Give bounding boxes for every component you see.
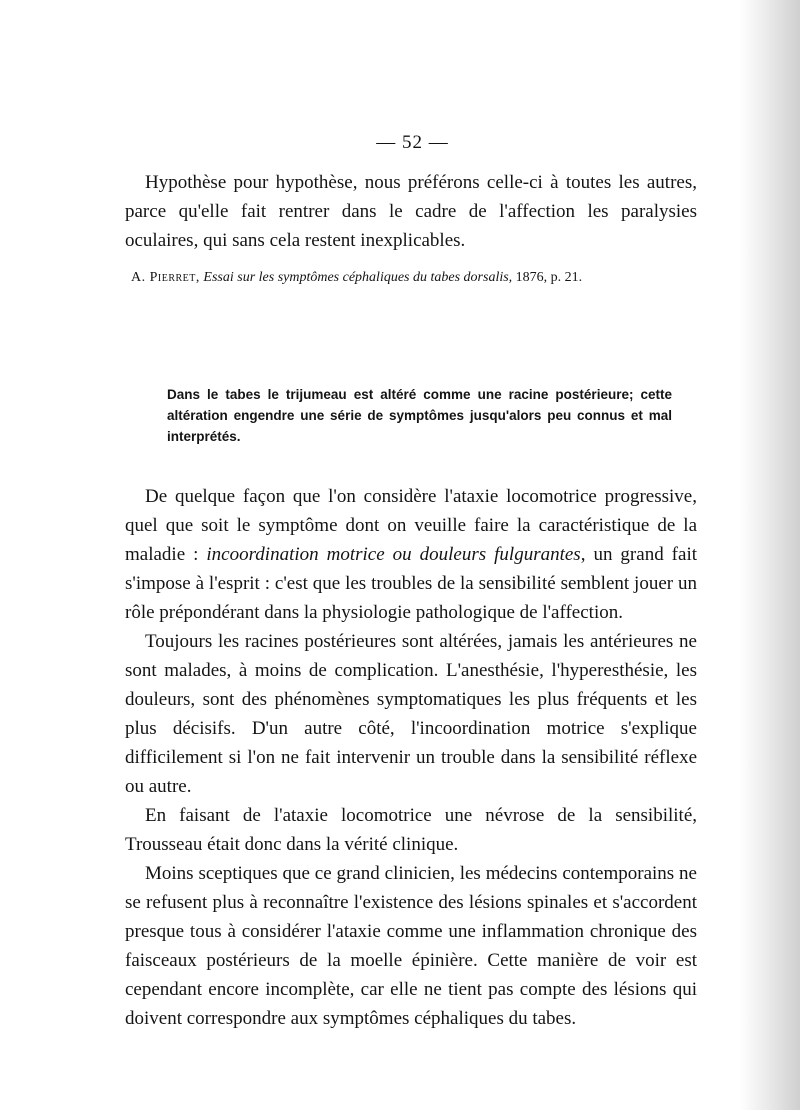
intro-paragraph: Hypothèse pour hypothèse, nous préférons celle-ci à toutes les autres, parce qu'elle fait rentrer dans le cadre de l'affection les paralysies oculaires, qui sans cela restent inexplicables. bbox=[125, 172, 697, 251]
citation-details: 1876, p. 21. bbox=[515, 270, 583, 285]
section-summary: Dans le tabes le trijumeau est altéré comme une racine postérieure; cette altération engendre une série de symptômes jusqu'alors peu connus et mal interprétés. bbox=[167, 387, 672, 444]
citation bbox=[131, 268, 697, 288]
body-paragraph-3: En faisant de l'ataxie locomotrice une névrose de la sensibilité, Trousseau était donc dans la vérité clinique. bbox=[125, 805, 697, 855]
body-paragraph-2: Toujours les racines postérieures sont altérées, jamais les antérieures ne sont malades, à moins de complication. L'anesthésie, l'hyperesthésie, les douleurs, sont des phénomènes symptomatiques les plus fréquents et les plus décisifs. D'un autre côté, l'incoordination motrice s'explique difficilement si l'on ne fait intervenir un trouble dans la sensibilité réflexe ou autre. bbox=[125, 631, 697, 797]
page-number: — 52 — bbox=[376, 132, 449, 153]
p1-emphasis: incoordination motrice ou douleurs fulgurantes bbox=[206, 544, 581, 565]
p1-before: De quelque façon que l'on considère l'ataxie locomotrice progressive, quel que soit le symptôme dont on veuille faire la caractéristique de la maladie : bbox=[125, 486, 697, 565]
body-text bbox=[125, 482, 697, 1033]
citation-title: Essai sur les symptômes céphaliques du tabes dorsalis, bbox=[203, 270, 513, 285]
body-paragraph-4: Moins sceptiques que ce grand clinicien, les médecins contemporains ne se refusent plus à reconnaître l'existence des lésions spinales et s'accordent presque tous à considérer l'ataxie comme une inflammation chronique des faisceaux postérieurs de la moelle épinière. Cette manière de voir est cependant encore incomplète, car elle ne tient pas compte des lésions qui doivent correspondre aux symptômes céphaliques du tabes. bbox=[125, 863, 697, 1029]
body-paragraph-1 bbox=[125, 482, 697, 627]
p1-after: , un grand fait s'impose à l'esprit : c'est que les troubles de la sensibilité semblent jouer un rôle prépondérant dans la physiologie pathologique de l'affection. bbox=[125, 544, 698, 623]
page-edge-shadow bbox=[740, 0, 800, 1110]
citation-author: A. Pierret, bbox=[131, 270, 200, 285]
